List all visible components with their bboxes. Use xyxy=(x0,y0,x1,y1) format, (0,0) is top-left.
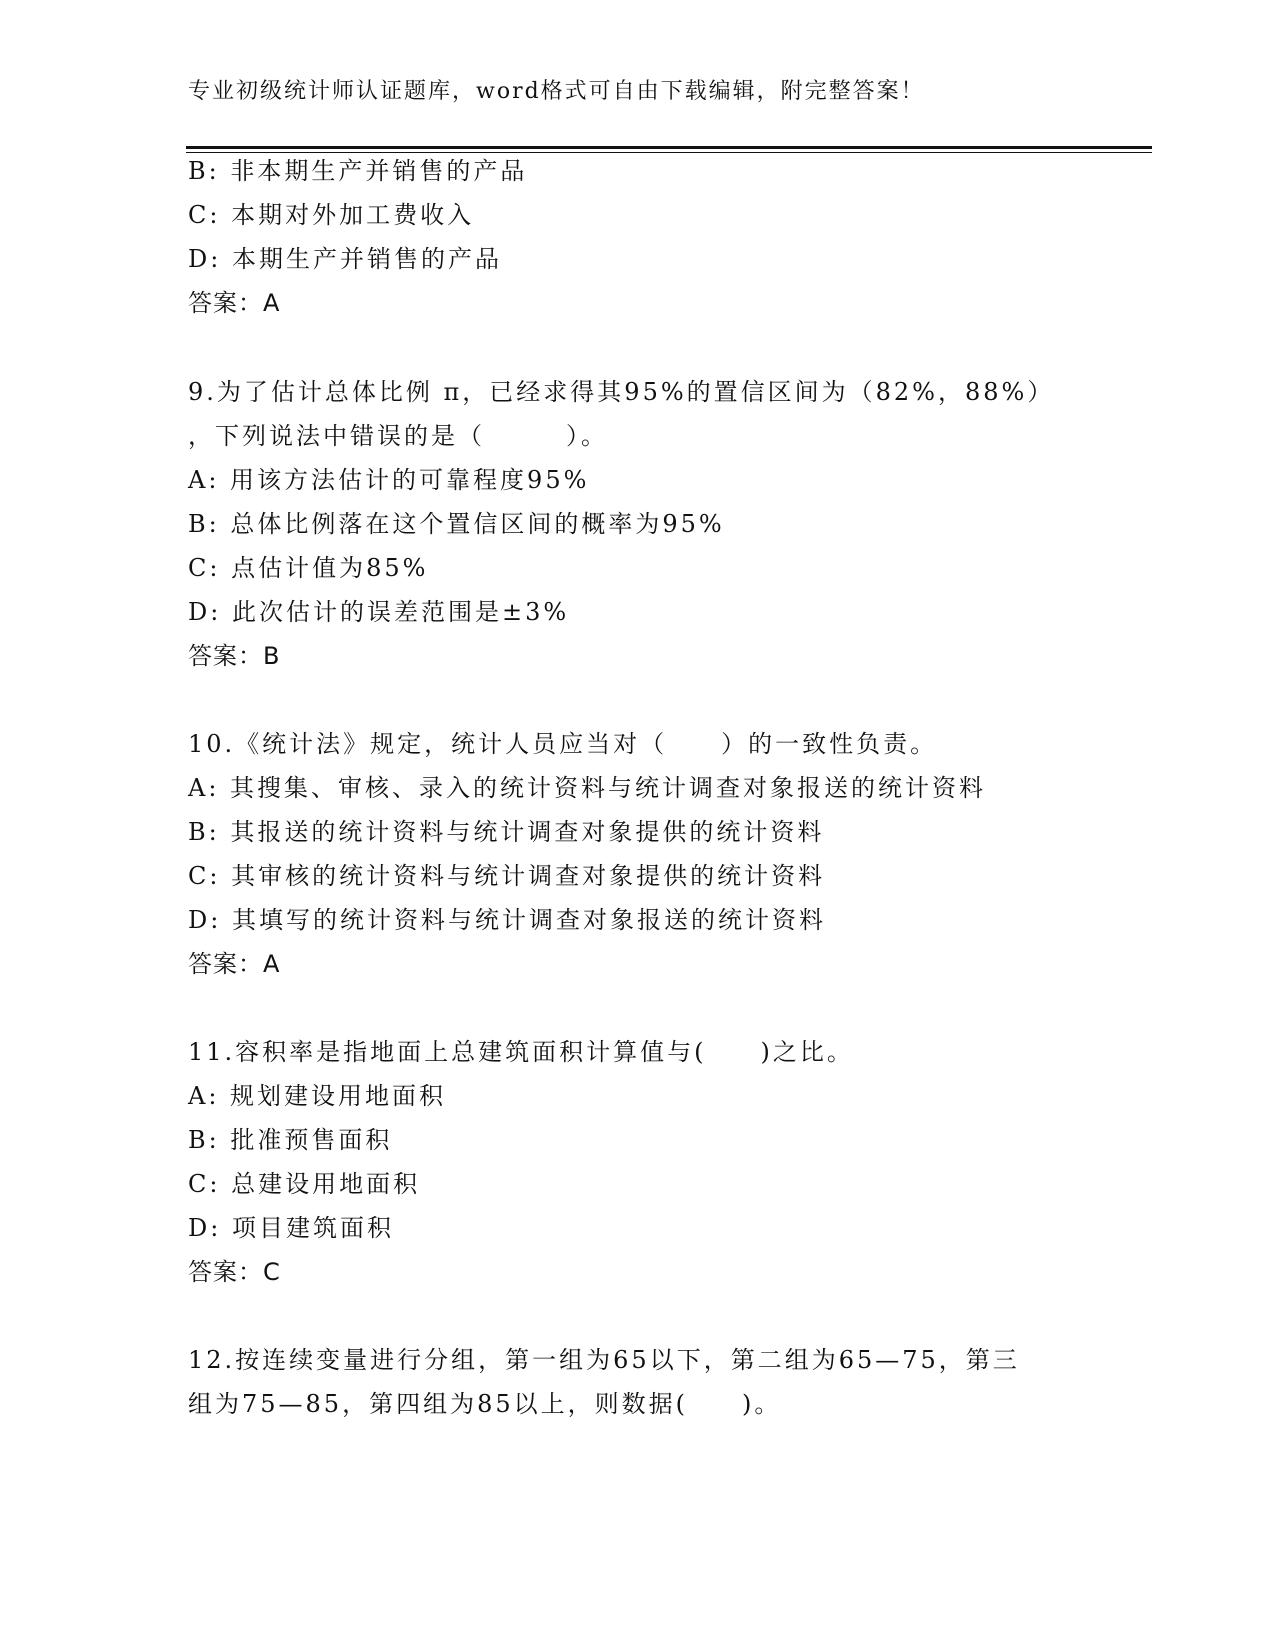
q10-answer: 答案：A xyxy=(188,950,281,978)
q11-answer: 答案：C xyxy=(188,1258,281,1286)
q10-option-a: A: 其搜集、审核、录入的统计资料与统计调查对象报送的统计资料 xyxy=(188,774,987,802)
page-header: 专业初级统计师认证题库，word格式可自由下载编辑，附完整答案！ xyxy=(188,79,925,104)
q9-option-a: A: 用该方法估计的可靠程度95% xyxy=(188,466,590,494)
q10-option-c: C: 其审核的统计资料与统计调查对象提供的统计资料 xyxy=(188,862,826,890)
q9-stem-line1: 9.为了估计总体比例 π，已经求得其95%的置信区间为（82%，88%） xyxy=(188,378,1055,406)
q10-option-d: D: 其填写的统计资料与统计调查对象报送的统计资料 xyxy=(188,906,826,934)
q8-option-c: C: 本期对外加工费收入 xyxy=(188,201,475,229)
q8-option-b: B: 非本期生产并销售的产品 xyxy=(188,157,528,185)
q10-stem: 10.《统计法》规定，统计人员应当对（ ）的一致性负责。 xyxy=(188,730,938,758)
q9-option-c: C: 点估计值为85% xyxy=(188,554,429,582)
q11-option-d: D: 项目建筑面积 xyxy=(188,1214,394,1242)
q11-option-b: B: 批准预售面积 xyxy=(188,1126,393,1154)
q9-option-d: D: 此次估计的误差范围是±3% xyxy=(188,598,570,626)
q8-answer: 答案：A xyxy=(188,289,281,317)
q9-option-b: B: 总体比例落在这个置信区间的概率为95% xyxy=(188,510,725,538)
q11-option-a: A: 规划建设用地面积 xyxy=(188,1082,447,1110)
q10-option-b: B: 其报送的统计资料与统计调查对象提供的统计资料 xyxy=(188,818,825,846)
q9-stem-line2: ，下列说法中错误的是（ ）。 xyxy=(188,422,608,450)
q11-option-c: C: 总建设用地面积 xyxy=(188,1170,421,1198)
q8-option-d: D: 本期生产并销售的产品 xyxy=(188,245,502,273)
q12-stem-line2: 组为75—85，第四组为85以上，则数据( )。 xyxy=(188,1390,782,1418)
q11-stem: 11.容积率是指地面上总建筑面积计算值与( )之比。 xyxy=(188,1038,854,1066)
q12-stem-line1: 12.按连续变量进行分组，第一组为65以下，第二组为65—75，第三 xyxy=(188,1346,1020,1374)
header-rule-thin xyxy=(186,152,1152,153)
q9-answer: 答案：B xyxy=(188,642,281,670)
header-rule-thick xyxy=(186,146,1152,149)
